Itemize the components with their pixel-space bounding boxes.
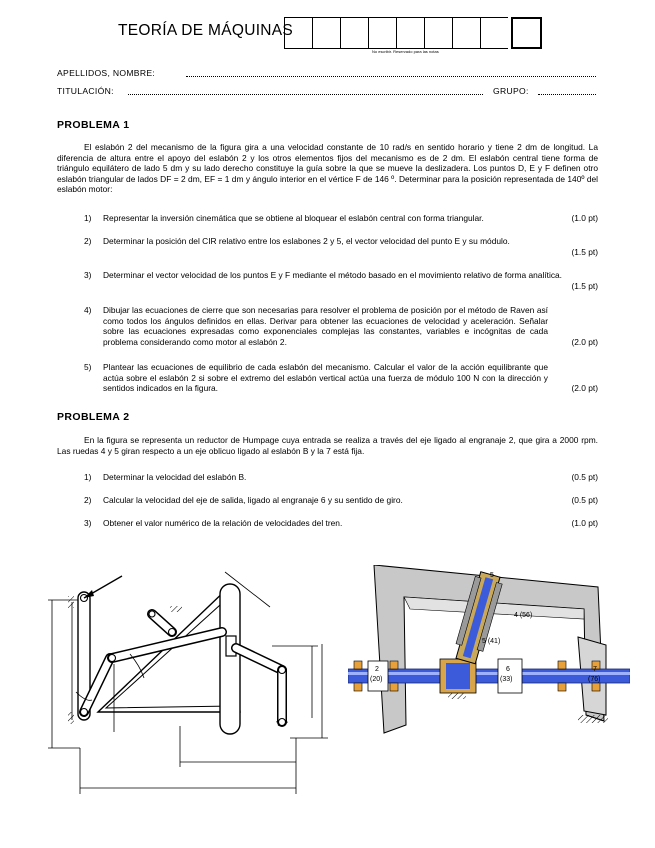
item-points: (1.0 pt) [571,518,598,528]
gear4-label: 4 (56) [514,612,533,619]
name-label: APELLIDOS, NOMBRE: [57,68,156,78]
problem2-item-3 [57,518,598,529]
item-number: 1) [84,472,92,482]
item-points: (1.0 pt) [571,213,598,223]
grade-box [312,17,340,49]
problem1-item-3 [57,270,598,292]
grade-box [340,17,368,49]
problem1-item-1 [57,213,598,224]
mechanism-figure [40,562,340,802]
gear7-label: 7 [593,666,597,673]
grade-box [480,17,508,49]
degree-field-line[interactable] [128,94,483,95]
item-points: (1.5 pt) [571,280,598,291]
name-field-line[interactable] [186,76,596,77]
problem1-item-4 [57,305,598,348]
gear7-teeth: (76) [588,676,601,683]
item-text: Calcular la velocidad del eje de salida, ligado al engranaje 6 y su sentido de giro. [103,495,403,505]
item-text: Dibujar las ecuaciones de cierre que son necesarias para resolver el problema de posición por el método de Raven así como todos los ángulos definidos en ellas. Derivar para obtener las ecuaciones de velocidad y aceleración. Señalar sobre las ecuaciones expresadas como exponenciales complejas las constantes, variables e incógnitas de cada problema considerando como motor al eslabón 2. [103,305,548,347]
final-grade-box [511,17,542,49]
gear6-label: 6 [506,666,510,673]
item-number: 4) [84,305,92,315]
item-number: 2) [84,495,92,505]
item-text: Determinar la posición del CIR relativo entre los eslabones 2 y 5, el vector velocidad del punto E y su módulo. [103,236,510,246]
item-number: 1) [84,213,92,223]
gear5-top-label: 5 [490,572,494,579]
grade-box [452,17,480,49]
gear2-teeth: (20) [370,676,383,683]
grade-box-note: No escribir. Reservado para las notas [372,49,439,54]
problem2-item-1 [57,472,598,483]
degree-label: TITULACIÓN: [57,86,114,96]
item-text: Determinar la velocidad del eslabón B. [103,472,247,482]
item-text: Obtener el valor numérico de la relación de velocidades del tren. [103,518,343,528]
grade-box [396,17,424,49]
grade-box [284,17,312,49]
item-number: 3) [84,270,92,280]
item-text: Determinar el vector velocidad de los puntos E y F mediante el método basado en el movimiento relativo de forma analítica. [103,270,563,280]
problem1-intro: El eslabón 2 del mecanismo de la figura gira a una velocidad constante de 10 rad/s en sentido horario y tiene 2 dm de longitud. La diferencia de altura entre el apoyo del eslabón 2 y los otros elementos fijos del mecanismo es de 2 dm. El eslabón central tiene forma de triángulo equilátero de lado 5 dm y su lado derecho constituye la guía sobre la que se mueve la deslizadera. Los puntos D, E y F definen otro eslabón triangular de lados DF = 2 dm, EF = 1 dm y ángulo interior en el vértice F de 146 º. Determinar para la posición representada de 140º del eslabón motor: [57,142,598,195]
exam-title: TEORÍA DE MÁQUINAS [118,22,294,39]
group-label: GRUPO: [493,86,529,96]
problem1-item-2 [57,236,598,258]
problem1-item-5 [57,362,598,395]
problem1-heading: PROBLEMA 1 [57,119,130,131]
gear6-teeth: (33) [500,676,513,683]
problem2-intro: En la figura se representa un reductor de Humpage cuya entrada se realiza a través del eje ligado al engranaje 2, que gira a 2000 rpm. Las ruedas 4 y 5 giran respecto a un eje oblicuo ligado al eslabón B y la 7 está fija. [57,435,598,456]
problem2-heading: PROBLEMA 2 [57,411,130,423]
item-points: (0.5 pt) [571,472,598,482]
item-points: (1.5 pt) [571,246,598,257]
item-number: 3) [84,518,92,528]
item-points: (2.0 pt) [571,383,598,394]
item-text: Representar la inversión cinemática que se obtiene al bloquear el eslabón central con forma triangular. [103,213,484,223]
item-number: 2) [84,236,92,246]
grade-box [424,17,452,49]
item-points: (2.0 pt) [571,336,598,347]
grade-box [368,17,396,49]
humpage-reducer-figure [348,565,630,735]
gear5-label: 5 (41) [482,638,501,645]
item-text: Plantear las ecuaciones de equilibrio de cada eslabón del mecanismo. Calcular el valor de la acción equilibrante que actúa sobre el eslabón 2 si sobre el extremo del eslabón vertical actúa una fuerza de módulo 100 N con la dirección y sentidos indicados en la figura. [103,362,548,394]
problem2-item-2 [57,495,598,506]
item-number: 5) [84,362,92,372]
item-points: (0.5 pt) [571,495,598,505]
group-field-line[interactable] [538,94,596,95]
gear2-label: 2 [375,666,379,673]
grade-boxes [284,17,542,49]
